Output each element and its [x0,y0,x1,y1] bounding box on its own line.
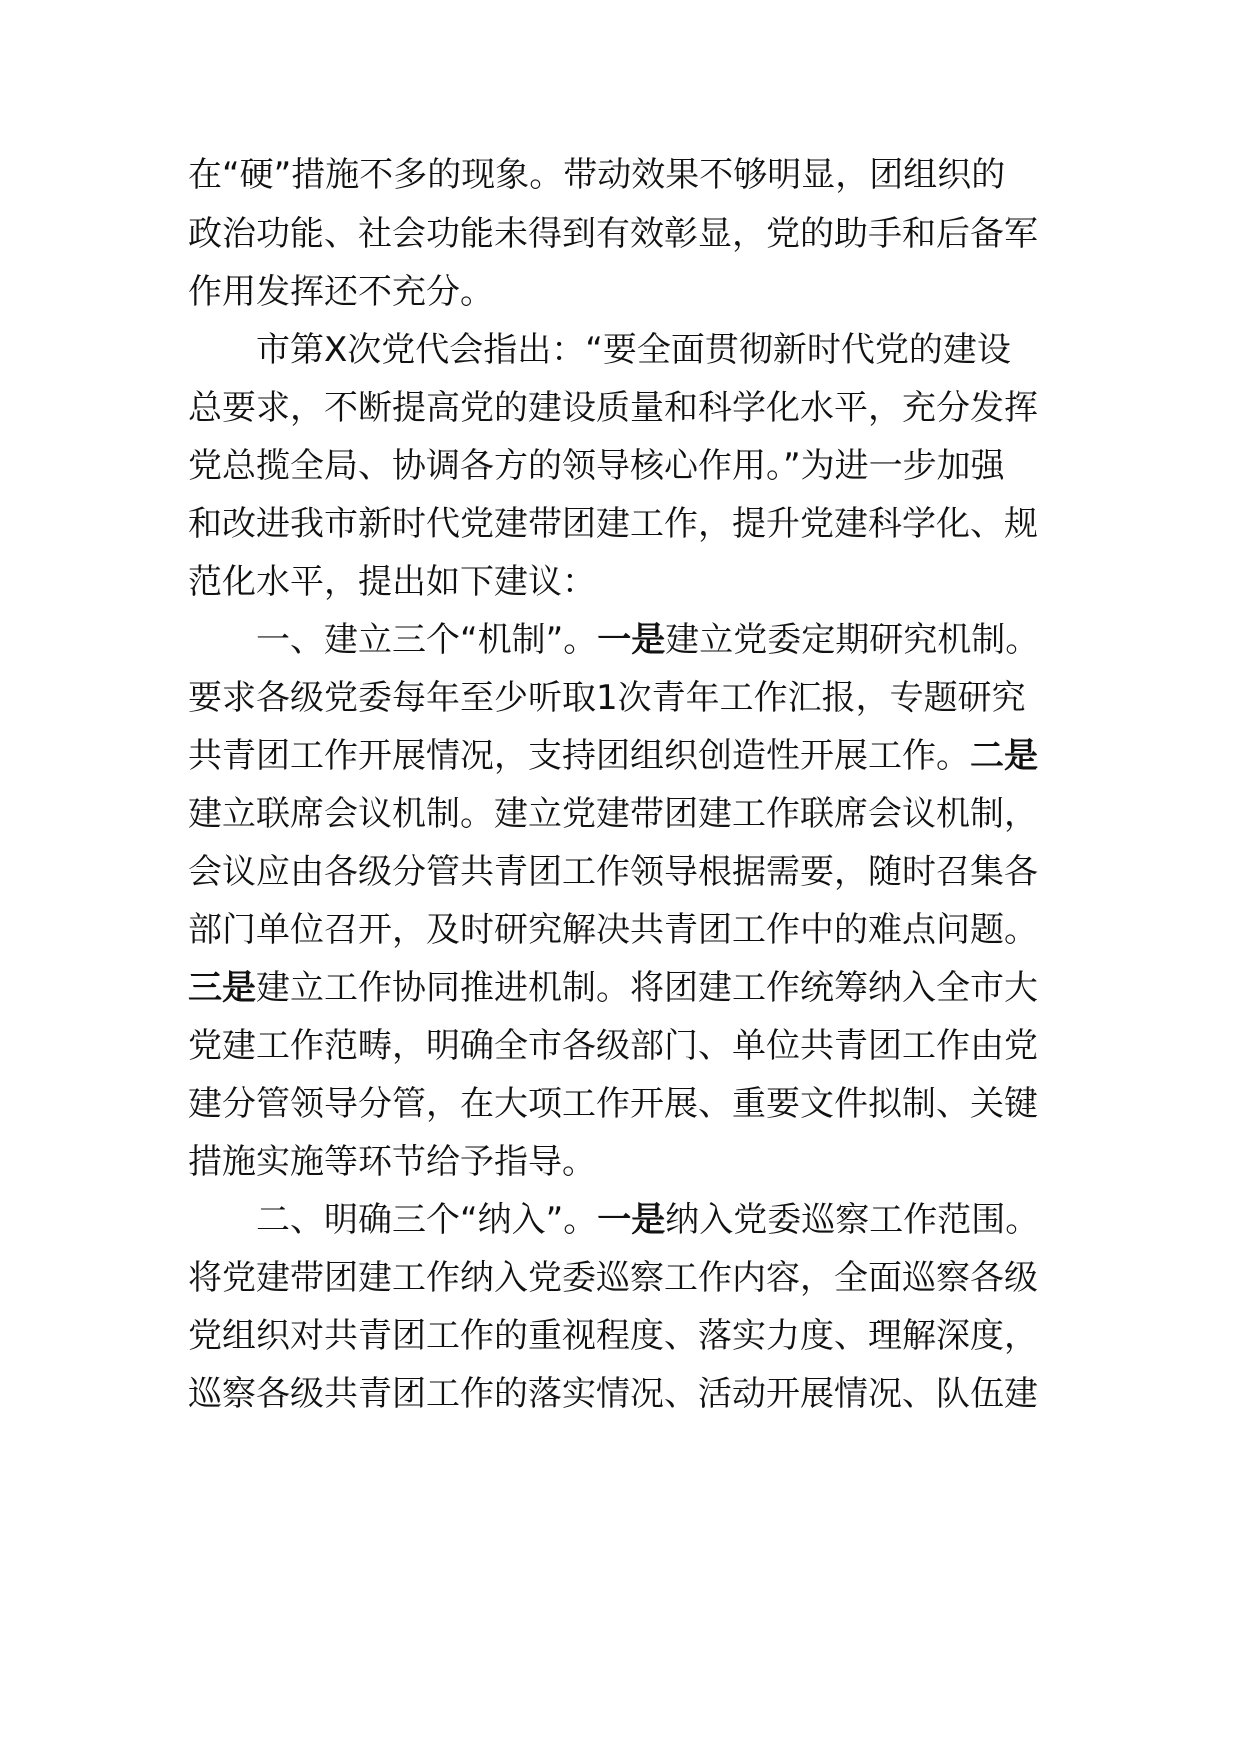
bold-text-segment: 三是 [188,968,256,1008]
text-line [188,386,1038,430]
text-segment: 党总揽全局、协调各方的领导核心作用。”为进一步加强 [188,446,1005,486]
text-segment: 部门单位召开，及时研究解决共青团工作中的难点问题。 [188,910,1038,950]
text-line [188,502,1038,546]
bold-text-segment: 一是 [597,620,666,660]
text-line [188,1024,1038,1068]
text-line [188,1082,1038,1126]
text-line [188,1372,1038,1416]
text-segment: 党建工作范畴，明确全市各级部门、单位共青团工作由党 [188,1026,1038,1066]
text-line [188,444,1005,488]
bold-text-segment: 二是 [970,736,1038,776]
text-line [188,734,1038,778]
text-segment: 巡察各级共青团工作的落实情况、活动开展情况、队伍建 [188,1374,1038,1414]
text-line [188,270,494,314]
text-segment: 在“硬”措施不多的现象。带动效果不够明显，团组织的 [188,155,1006,195]
text-line [188,850,1038,894]
text-segment: 要求各级党委每年至少听取1次青年工作汇报，专题研究 [188,678,1026,718]
text-line [188,560,596,604]
text-line [188,1256,1038,1300]
text-segment: 建立工作协同推进机制。将团建工作统筹纳入全市大 [256,968,1038,1008]
text-line [188,212,1038,256]
text-line [256,618,1039,662]
text-line [188,792,1038,836]
text-segment: 建立党委定期研究机制。 [665,620,1040,660]
text-segment: 总要求，不断提高党的建设质量和科学化水平，充分发挥 [188,388,1038,428]
text-segment: 市第X次党代会指出：“要全面贯彻新时代党的建设 [256,330,1011,370]
text-line [188,1314,1038,1358]
text-line [188,153,1005,197]
text-segment: 党组织对共青团工作的重视程度、落实力度、理解深度， [188,1316,1038,1356]
text-segment: 会议应由各级分管共青团工作领导根据需要，随时召集各 [188,852,1038,892]
bold-text-segment: 一是 [597,1200,666,1240]
text-line [188,676,1026,720]
text-segment: 作用发挥还不充分。 [188,272,494,312]
text-segment: 纳入党委巡察工作范围。 [665,1200,1040,1240]
text-segment: 一、建立三个“机制”。 [256,620,598,660]
text-line [188,908,1038,952]
text-segment: 范化水平，提出如下建议： [188,562,596,602]
text-segment: 建立联席会议机制。建立党建带团建工作联席会议机制， [188,794,1038,834]
text-segment: 和改进我市新时代党建带团建工作，提升党建科学化、规 [188,504,1038,544]
text-line [188,966,1038,1010]
text-segment: 将党建带团建工作纳入党委巡察工作内容，全面巡察各级 [188,1258,1038,1298]
text-segment: 二、明确三个“纳入”。 [256,1200,598,1240]
text-segment: 建分管领导分管，在大项工作开展、重要文件拟制、关键 [188,1084,1038,1124]
text-line [256,1198,1039,1242]
text-line [188,1140,596,1184]
text-line [256,328,1011,372]
text-segment: 措施实施等环节给予指导。 [188,1142,596,1182]
text-segment: 政治功能、社会功能未得到有效彰显，党的助手和后备军 [188,214,1038,254]
text-segment: 共青团工作开展情况，支持团组织创造性开展工作。 [188,736,970,776]
